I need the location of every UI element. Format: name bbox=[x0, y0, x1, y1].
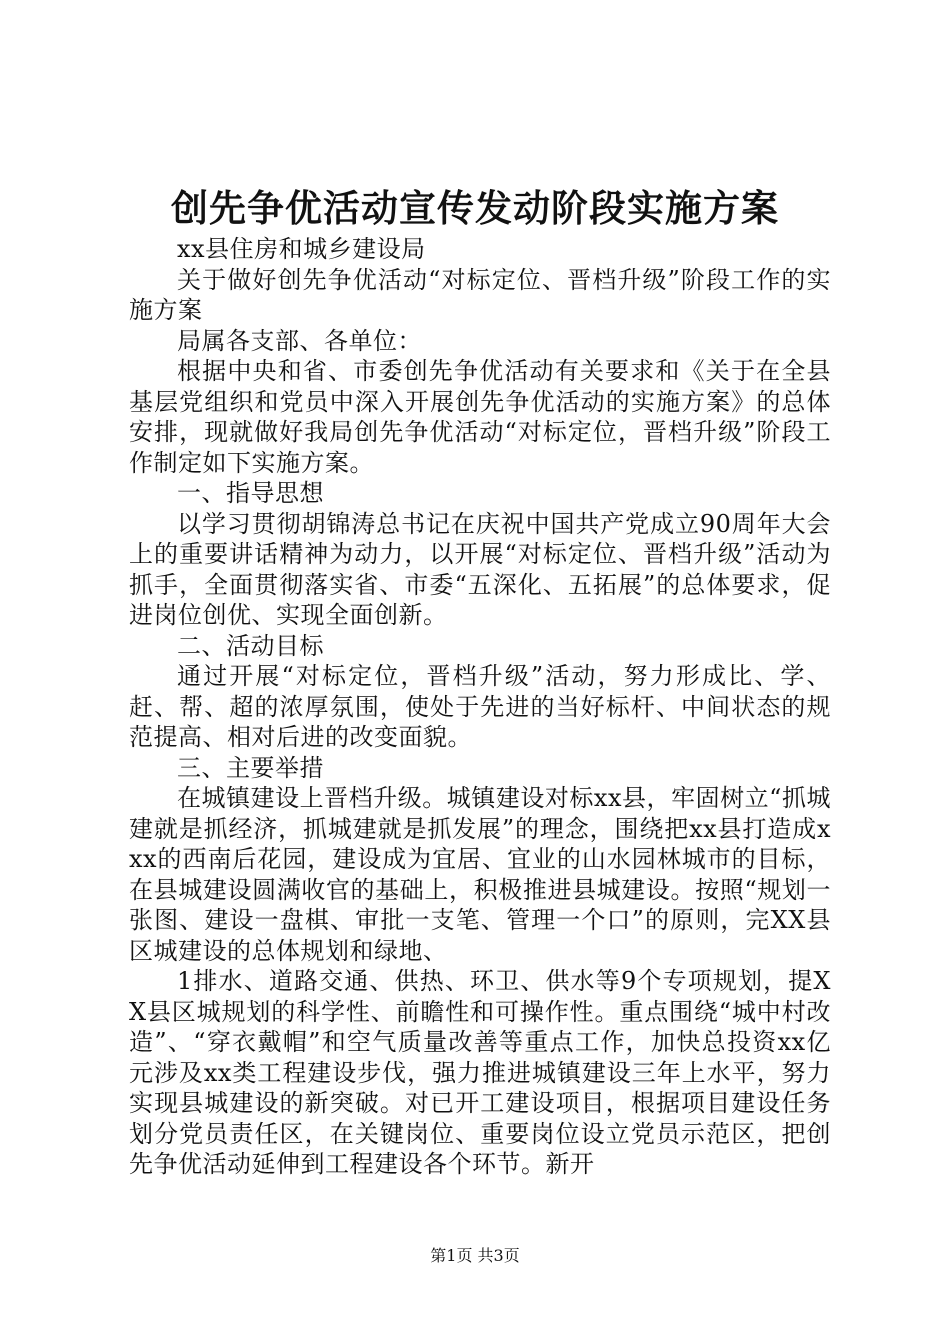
guiding-ideology-paragraph: 以学习贯彻胡锦涛总书记在庆祝中国共产党成立90周年大会上的重要讲话精神为动力，以开展“对标定位、晋档升级”活动为抓手，全面贯彻落实省、市委“五深化、五拓展”的总体要求，促进岗位创优、实现全面创新。 bbox=[129, 509, 831, 629]
section-heading-guiding-ideology: 一、指导思想 bbox=[177, 479, 324, 507]
section-heading-main-measures: 三、主要举措 bbox=[177, 753, 324, 782]
continuation-paragraph: 1排水、道路交通、供热、环卫、供水等9个专项规划，提XX县区城规划的科学性、前瞻性和可操作性。重点围绕“城中村改造”、“穿衣戴帽”和空气质量改善等重点工作，加快总投资xx亿元涉及xx类工程建设步伐，强力推进城镇建设三年上水平，努力实现县城建设的新突破。对已开工建设项目，根据项目建设任务划分党员责任区，在关键岗位、重要岗位设立党员示范区，把创先争优活动延伸到工程建设各个环节。新开 bbox=[129, 967, 831, 1178]
salutation: 局属各支部、各单位： bbox=[177, 326, 422, 355]
main-measures-paragraph: 在城镇建设上晋档升级。城镇建设对标xx县，牢固树立“抓城建就是抓经济，抓城建就是抓发展”的理念，围绕把xx县打造成xxx的西南后花园，建设成为宜居、宜业的山水园林城市的目标，在县城建设圆满收官的基础上，积极推进县城建设。按照“规划一张图、建设一盘棋、审批一支笔、管理一个口”的原则，完XX县区城建设的总体规划和绿地、 bbox=[129, 784, 831, 965]
activity-goals-paragraph: 通过开展“对标定位，晋档升级”活动，努力形成比、学、赶、帮、超的浓厚氛围，使处于先进的当好标杆、中间状态的规范提高、相对后进的改变面貌。 bbox=[129, 662, 831, 751]
subject-line: 关于做好创先争优活动“对标定位、晋档升级”阶段工作的实施方案 bbox=[129, 265, 831, 324]
document-body bbox=[129, 234, 831, 1180]
intro-paragraph: 根据中央和省、市委创先争优活动有关要求和《关于在全县基层党组织和党员中深入开展创先争优活动的实施方案》的总体安排，现就做好我局创先争优活动“对标定位，晋档升级”阶段工作制定如下实施方案。 bbox=[129, 357, 831, 477]
document-title: 创先争优活动宣传发动阶段实施方案 bbox=[171, 186, 779, 230]
issuer-line: xx县住房和城乡建设局 bbox=[177, 235, 426, 263]
section-heading-activity-goals: 二、活动目标 bbox=[177, 631, 324, 660]
page-footer: 第1页 共3页 bbox=[430, 1246, 520, 1265]
